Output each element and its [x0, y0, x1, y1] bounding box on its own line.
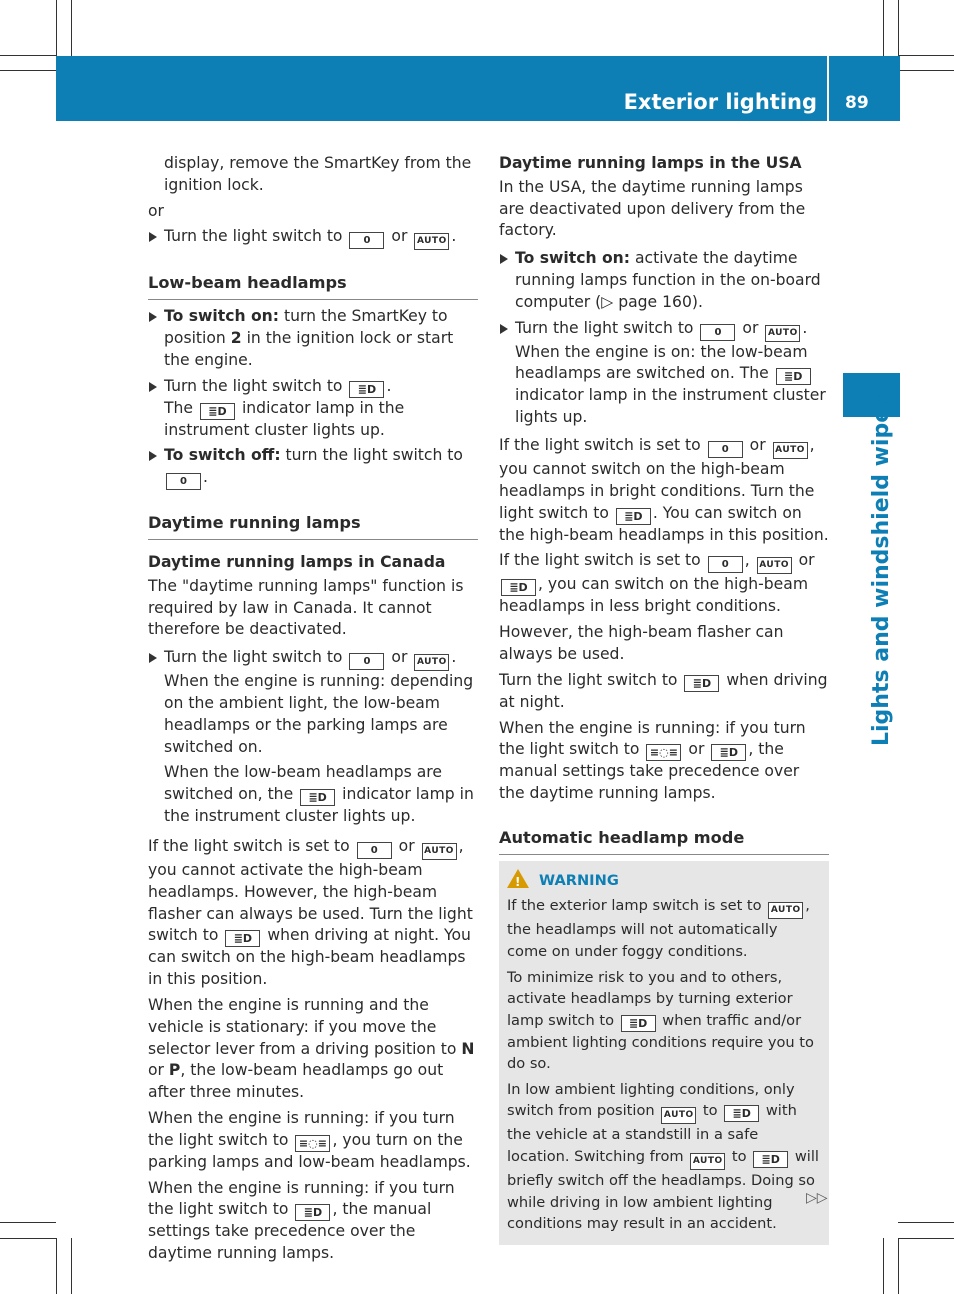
list-item: To switch on: turn the SmartKey to position 2 in the ignition lock or start the engine.	[148, 306, 478, 371]
warning-text: In low ambient lighting conditions, only switch from position AUTO to ≣D with the vehicle at a standstill in a safe location. Switching from AUTO to ≣D will briefly switch off the headlamps. Doing so while driving in low ambient lighting conditions may result in an accident.	[507, 1080, 819, 1233]
continue-mark: ▷▷	[806, 1190, 828, 1206]
warning-triangle-icon	[507, 869, 529, 888]
crop-mark	[56, 0, 57, 56]
switch-auto-icon: AUTO	[414, 654, 449, 671]
low-beam-icon: ≣D	[225, 930, 260, 947]
note: When the engine is on: the low-beam headlamps are switched on. The ≣D indicator lamp in the instrument cluster lights up.	[515, 342, 826, 427]
paragraph: When the engine is running and the vehicle is stationary: if you move the selector lever from a driving position to N or P, the low-beam headlamps go out after three minutes.	[148, 995, 475, 1102]
header-divider	[827, 56, 829, 121]
section-heading: Low-beam headlamps	[148, 272, 478, 300]
list-item: Turn the light switch to 0 or AUTO .	[499, 318, 829, 342]
switch-zero-icon: 0	[357, 842, 392, 859]
low-beam-icon: ≣D	[349, 381, 384, 398]
switch-auto-icon: AUTO	[765, 325, 800, 342]
left-column	[148, 153, 478, 1269]
switch-auto-icon: AUTO	[422, 843, 457, 860]
switch-zero-icon: 0	[349, 653, 384, 670]
note: The ≣D indicator lamp in the instrument cluster lights up.	[164, 398, 405, 439]
crop-mark	[0, 1222, 56, 1223]
switch-auto-icon: AUTO	[414, 233, 449, 250]
crop-mark	[898, 1238, 899, 1294]
crop-mark	[71, 0, 72, 56]
low-beam-icon: ≣D	[200, 403, 235, 420]
paragraph: If the light switch is set to 0 , AUTO or ≣D , you can switch on the high-beam headlamps in less bright conditions.	[499, 551, 815, 616]
crop-mark	[898, 70, 954, 71]
paragraph: The "daytime running lamps" function is required by law in Canada. It cannot therefore be deactivated.	[148, 576, 464, 639]
warning-box	[499, 861, 829, 1245]
paragraph: When the engine is running: if you turn the light switch to ≡◌≡ or ≣D , the manual settings take precedence over the daytime running lamps.	[499, 718, 806, 803]
list-item: Turn the light switch to ≣D .	[148, 376, 478, 398]
paragraph: display, remove the SmartKey from the ignition lock.	[164, 154, 472, 194]
low-beam-icon: ≣D	[776, 368, 811, 385]
page-number: 89	[845, 93, 869, 113]
crop-mark	[56, 1238, 57, 1294]
paragraph: However, the high-beam flasher can always be used.	[499, 623, 784, 663]
crop-mark	[71, 1238, 72, 1294]
paragraph: When the engine is running: if you turn the light switch to ≡◌≡ , you turn on the parking lamps and low-beam headlamps.	[148, 1108, 471, 1171]
switch-auto-icon: AUTO	[757, 557, 792, 574]
note: When the low-beam headlamps are switched on, the ≣D indicator lamp in the instrument cluster lights up.	[164, 763, 474, 826]
low-beam-icon: ≣D	[616, 508, 651, 525]
low-beam-icon: ≣D	[684, 675, 719, 692]
subsection-heading: Daytime running lamps in the USA	[499, 154, 802, 172]
list-item: Turn the light switch to 0 or AUTO .	[148, 226, 478, 250]
switch-zero-icon: 0	[708, 441, 743, 458]
switch-zero-icon: 0	[349, 232, 384, 249]
crop-mark	[898, 1222, 954, 1223]
crop-mark	[898, 1238, 954, 1239]
low-beam-icon: ≣D	[501, 579, 536, 596]
paragraph: If the light switch is set to 0 or AUTO , you cannot activate the high-beam headlamps. However, the high-beam flasher can always be used. Turn the light switch to ≣D when driving at night. You can switch on the high-beam headlamps in this position.	[148, 836, 473, 989]
switch-zero-icon: 0	[166, 473, 201, 490]
section-title: Exterior lighting	[623, 90, 817, 114]
switch-zero-icon: 0	[700, 324, 735, 341]
subsection-heading: Daytime running lamps in Canada	[148, 552, 446, 571]
paragraph: Turn the light switch to ≣D when driving at night.	[499, 670, 828, 711]
crop-mark	[883, 0, 884, 56]
low-beam-icon: ≣D	[711, 744, 746, 761]
crop-mark	[0, 1238, 56, 1239]
low-beam-icon: ≣D	[753, 1151, 788, 1168]
list-item: To switch off: turn the light switch to 0 .	[148, 445, 478, 490]
right-column	[499, 153, 829, 1245]
crop-mark	[898, 0, 899, 56]
low-beam-icon: ≣D	[621, 1015, 656, 1032]
warning-text: To minimize risk to you and to others, activate headlamps by turning exterior lamp switch to ≣D when traffic and/or ambient lighting conditions require you to do so.	[507, 968, 814, 1073]
crop-mark	[883, 1238, 884, 1294]
chapter-label: Lights and windshield wipers	[869, 383, 894, 746]
parking-lamp-icon: ≡◌≡	[646, 744, 681, 761]
warning-text: If the exterior lamp switch is set to AUTO , the headlamps will not automatically come on under foggy conditions.	[507, 897, 810, 960]
parking-lamp-icon: ≡◌≡	[295, 1135, 330, 1152]
section-heading: Daytime running lamps	[148, 512, 478, 540]
low-beam-icon: ≣D	[724, 1105, 759, 1122]
switch-zero-icon: 0	[708, 556, 743, 573]
switch-auto-icon: AUTO	[690, 1153, 725, 1170]
switch-auto-icon: AUTO	[768, 902, 803, 919]
crop-mark	[0, 55, 56, 56]
note: When the engine is running: depending on the ambient light, the low-beam headlamps or the parking lamps are switched on.	[164, 672, 474, 756]
list-item: Turn the light switch to 0 or AUTO .	[148, 647, 478, 671]
crop-mark	[898, 55, 954, 56]
low-beam-icon: ≣D	[295, 1204, 330, 1221]
switch-auto-icon: AUTO	[773, 442, 808, 459]
list-item: To switch on: activate the daytime running lamps function in the on-board computer (▷ page 160).	[499, 248, 829, 313]
switch-auto-icon: AUTO	[661, 1107, 696, 1124]
paragraph: If the light switch is set to 0 or AUTO , you cannot switch on the high-beam headlamps in bright conditions. Turn the light switch to ≣D . You can switch on the high-beam headlamps in this position.	[499, 435, 829, 544]
page-header	[56, 56, 900, 121]
crop-mark	[0, 70, 56, 71]
paragraph: or	[148, 201, 164, 220]
section-heading: Automatic headlamp mode	[499, 827, 829, 855]
warning-heading: !WARNING	[507, 869, 821, 892]
paragraph: When the engine is running: if you turn the light switch to ≣D , the manual settings take precedence over the daytime running lamps.	[148, 1178, 455, 1263]
low-beam-icon: ≣D	[300, 789, 335, 806]
paragraph: In the USA, the daytime running lamps are deactivated upon delivery from the factory.	[499, 177, 806, 240]
